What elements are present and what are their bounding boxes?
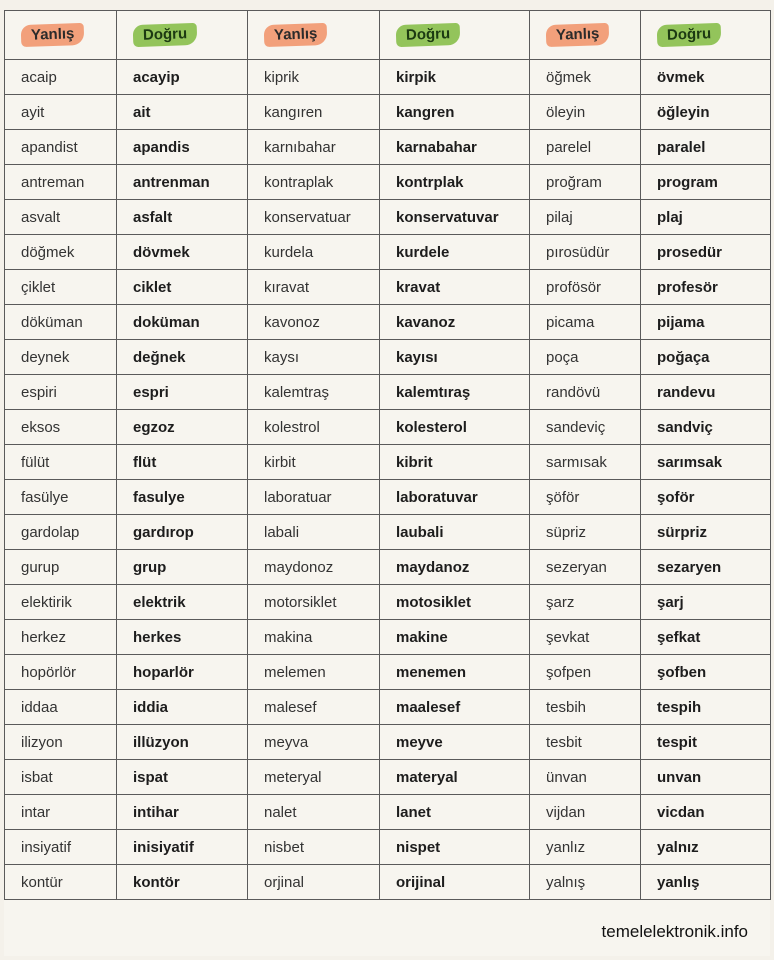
wrong-word-cell: meyva: [248, 725, 380, 760]
correct-word-cell: tespih: [641, 690, 771, 725]
wrong-word-cell: konservatuar: [248, 200, 380, 235]
correct-word-cell: dövmek: [117, 235, 248, 270]
correct-word-cell: doküman: [117, 305, 248, 340]
wrong-word-cell: malesef: [248, 690, 380, 725]
correct-word-cell: inisiyatif: [117, 830, 248, 865]
wrong-word-cell: kalemtraş: [248, 375, 380, 410]
table-row: [5, 410, 771, 445]
correct-word-cell: unvan: [641, 760, 771, 795]
wrong-word-cell: deynek: [5, 340, 117, 375]
header-label: Doğru: [133, 23, 198, 47]
wrong-word-cell: yanlız: [530, 830, 641, 865]
correct-word-cell: kontör: [117, 865, 248, 900]
wrong-word-cell: öğmek: [530, 60, 641, 95]
correct-word-cell: konservatuvar: [380, 200, 530, 235]
header-wrong-2: [248, 11, 380, 60]
correct-word-cell: sarımsak: [641, 445, 771, 480]
table-row: [5, 795, 771, 830]
correct-word-cell: kalemtıraş: [380, 375, 530, 410]
wrong-word-cell: meteryal: [248, 760, 380, 795]
wrong-word-cell: maydonoz: [248, 550, 380, 585]
correct-word-cell: kolesterol: [380, 410, 530, 445]
spelling-table: [4, 10, 771, 900]
table-row: [5, 445, 771, 480]
table-row: [5, 235, 771, 270]
wrong-word-cell: karnıbahar: [248, 130, 380, 165]
correct-word-cell: meyve: [380, 725, 530, 760]
wrong-word-cell: kaysı: [248, 340, 380, 375]
wrong-word-cell: öleyin: [530, 95, 641, 130]
wrong-word-cell: insiyatif: [5, 830, 117, 865]
correct-word-cell: grup: [117, 550, 248, 585]
table-row: [5, 760, 771, 795]
correct-word-cell: paralel: [641, 130, 771, 165]
correct-word-cell: menemen: [380, 655, 530, 690]
wrong-word-cell: ünvan: [530, 760, 641, 795]
table-row: [5, 60, 771, 95]
correct-word-cell: elektrik: [117, 585, 248, 620]
correct-word-cell: hoparlör: [117, 655, 248, 690]
wrong-word-cell: kangıren: [248, 95, 380, 130]
correct-word-cell: vicdan: [641, 795, 771, 830]
wrong-word-cell: ayit: [5, 95, 117, 130]
wrong-word-cell: labali: [248, 515, 380, 550]
correct-word-cell: egzoz: [117, 410, 248, 445]
wrong-word-cell: iddaa: [5, 690, 117, 725]
table-row: [5, 690, 771, 725]
wrong-word-cell: vijdan: [530, 795, 641, 830]
header-label: Yanlış: [546, 23, 610, 47]
table-row: [5, 270, 771, 305]
wrong-word-cell: motorsiklet: [248, 585, 380, 620]
correct-word-cell: sezaryen: [641, 550, 771, 585]
wrong-word-cell: melemen: [248, 655, 380, 690]
correct-word-cell: kavanoz: [380, 305, 530, 340]
correct-word-cell: antrenman: [117, 165, 248, 200]
wrong-word-cell: nisbet: [248, 830, 380, 865]
correct-word-cell: laubali: [380, 515, 530, 550]
table-row: [5, 725, 771, 760]
wrong-word-cell: fülüt: [5, 445, 117, 480]
correct-word-cell: motosiklet: [380, 585, 530, 620]
wrong-word-cell: yalnış: [530, 865, 641, 900]
correct-word-cell: makine: [380, 620, 530, 655]
correct-word-cell: ispat: [117, 760, 248, 795]
correct-word-cell: ciklet: [117, 270, 248, 305]
table-row: [5, 830, 771, 865]
wrong-word-cell: şöför: [530, 480, 641, 515]
correct-word-cell: kayısı: [380, 340, 530, 375]
correct-word-cell: iddia: [117, 690, 248, 725]
wrong-word-cell: acaip: [5, 60, 117, 95]
correct-word-cell: prosedür: [641, 235, 771, 270]
correct-word-cell: sandviç: [641, 410, 771, 445]
correct-word-cell: randevu: [641, 375, 771, 410]
table-row: [5, 655, 771, 690]
correct-word-cell: lanet: [380, 795, 530, 830]
wrong-word-cell: pırosüdür: [530, 235, 641, 270]
wrong-word-cell: kolestrol: [248, 410, 380, 445]
header-wrong-3: [530, 11, 641, 60]
wrong-word-cell: kıravat: [248, 270, 380, 305]
wrong-word-cell: randövü: [530, 375, 641, 410]
wrong-word-cell: pilaj: [530, 200, 641, 235]
table-row: [5, 375, 771, 410]
correct-word-cell: acayip: [117, 60, 248, 95]
correct-word-cell: asfalt: [117, 200, 248, 235]
table-row: [5, 200, 771, 235]
wrong-word-cell: çiklet: [5, 270, 117, 305]
table-row: [5, 130, 771, 165]
wrong-word-cell: picama: [530, 305, 641, 340]
table-row: [5, 620, 771, 655]
wrong-word-cell: hopörlör: [5, 655, 117, 690]
header-label: Yanlış: [264, 23, 328, 47]
wrong-word-cell: elektirik: [5, 585, 117, 620]
table-header-row: [5, 11, 771, 60]
wrong-word-cell: apandist: [5, 130, 117, 165]
correct-word-cell: yalnız: [641, 830, 771, 865]
correct-word-cell: program: [641, 165, 771, 200]
wrong-word-cell: espiri: [5, 375, 117, 410]
correct-word-cell: flüt: [117, 445, 248, 480]
table-row: [5, 480, 771, 515]
correct-word-cell: fasulye: [117, 480, 248, 515]
wrong-word-cell: makina: [248, 620, 380, 655]
wrong-word-cell: parelel: [530, 130, 641, 165]
table-row: [5, 95, 771, 130]
wrong-word-cell: eksos: [5, 410, 117, 445]
correct-word-cell: poğaça: [641, 340, 771, 375]
correct-word-cell: maalesef: [380, 690, 530, 725]
wrong-word-cell: nalet: [248, 795, 380, 830]
wrong-word-cell: orjinal: [248, 865, 380, 900]
correct-word-cell: intihar: [117, 795, 248, 830]
correct-word-cell: övmek: [641, 60, 771, 95]
correct-word-cell: kangren: [380, 95, 530, 130]
correct-word-cell: şarj: [641, 585, 771, 620]
wrong-word-cell: poça: [530, 340, 641, 375]
wrong-word-cell: laboratuar: [248, 480, 380, 515]
correct-word-cell: şoför: [641, 480, 771, 515]
wrong-word-cell: döküman: [5, 305, 117, 340]
word-list-sheet: [4, 10, 770, 956]
wrong-word-cell: proğram: [530, 165, 641, 200]
wrong-word-cell: asvalt: [5, 200, 117, 235]
wrong-word-cell: isbat: [5, 760, 117, 795]
correct-word-cell: apandis: [117, 130, 248, 165]
wrong-word-cell: süpriz: [530, 515, 641, 550]
wrong-word-cell: fasülye: [5, 480, 117, 515]
table-row: [5, 305, 771, 340]
header-correct-3: [641, 11, 771, 60]
wrong-word-cell: kontraplak: [248, 165, 380, 200]
wrong-word-cell: gurup: [5, 550, 117, 585]
correct-word-cell: şofben: [641, 655, 771, 690]
correct-word-cell: espri: [117, 375, 248, 410]
wrong-word-cell: döğmek: [5, 235, 117, 270]
table-row: [5, 515, 771, 550]
correct-word-cell: karnabahar: [380, 130, 530, 165]
correct-word-cell: ait: [117, 95, 248, 130]
wrong-word-cell: şofpen: [530, 655, 641, 690]
table-body: [5, 60, 771, 900]
table-row: [5, 585, 771, 620]
wrong-word-cell: antreman: [5, 165, 117, 200]
correct-word-cell: plaj: [641, 200, 771, 235]
correct-word-cell: laboratuvar: [380, 480, 530, 515]
correct-word-cell: tespit: [641, 725, 771, 760]
wrong-word-cell: şevkat: [530, 620, 641, 655]
correct-word-cell: şefkat: [641, 620, 771, 655]
wrong-word-cell: intar: [5, 795, 117, 830]
header-label: Yanlış: [21, 23, 85, 47]
correct-word-cell: kravat: [380, 270, 530, 305]
correct-word-cell: sürpriz: [641, 515, 771, 550]
wrong-word-cell: sezeryan: [530, 550, 641, 585]
wrong-word-cell: kiprik: [248, 60, 380, 95]
header-label: Doğru: [657, 23, 722, 47]
correct-word-cell: materyal: [380, 760, 530, 795]
wrong-word-cell: profösör: [530, 270, 641, 305]
header-label: Doğru: [396, 23, 461, 47]
correct-word-cell: pijama: [641, 305, 771, 340]
table-row: [5, 865, 771, 900]
correct-word-cell: yanlış: [641, 865, 771, 900]
correct-word-cell: illüzyon: [117, 725, 248, 760]
wrong-word-cell: kavonoz: [248, 305, 380, 340]
correct-word-cell: kirpik: [380, 60, 530, 95]
table-row: [5, 165, 771, 200]
watermark: temelelektronik.info: [598, 920, 752, 944]
table-row: [5, 550, 771, 585]
wrong-word-cell: kontür: [5, 865, 117, 900]
wrong-word-cell: kurdela: [248, 235, 380, 270]
wrong-word-cell: sandeviç: [530, 410, 641, 445]
header-correct-1: [117, 11, 248, 60]
correct-word-cell: gardırop: [117, 515, 248, 550]
correct-word-cell: maydanoz: [380, 550, 530, 585]
correct-word-cell: nispet: [380, 830, 530, 865]
wrong-word-cell: tesbih: [530, 690, 641, 725]
wrong-word-cell: tesbit: [530, 725, 641, 760]
correct-word-cell: öğleyin: [641, 95, 771, 130]
wrong-word-cell: şarz: [530, 585, 641, 620]
correct-word-cell: profesör: [641, 270, 771, 305]
correct-word-cell: orijinal: [380, 865, 530, 900]
correct-word-cell: kurdele: [380, 235, 530, 270]
wrong-word-cell: herkez: [5, 620, 117, 655]
correct-word-cell: herkes: [117, 620, 248, 655]
table-row: [5, 340, 771, 375]
correct-word-cell: kontrplak: [380, 165, 530, 200]
correct-word-cell: kibrit: [380, 445, 530, 480]
wrong-word-cell: sarmısak: [530, 445, 641, 480]
wrong-word-cell: ilizyon: [5, 725, 117, 760]
wrong-word-cell: gardolap: [5, 515, 117, 550]
correct-word-cell: değnek: [117, 340, 248, 375]
header-wrong-1: [5, 11, 117, 60]
wrong-word-cell: kirbit: [248, 445, 380, 480]
header-correct-2: [380, 11, 530, 60]
